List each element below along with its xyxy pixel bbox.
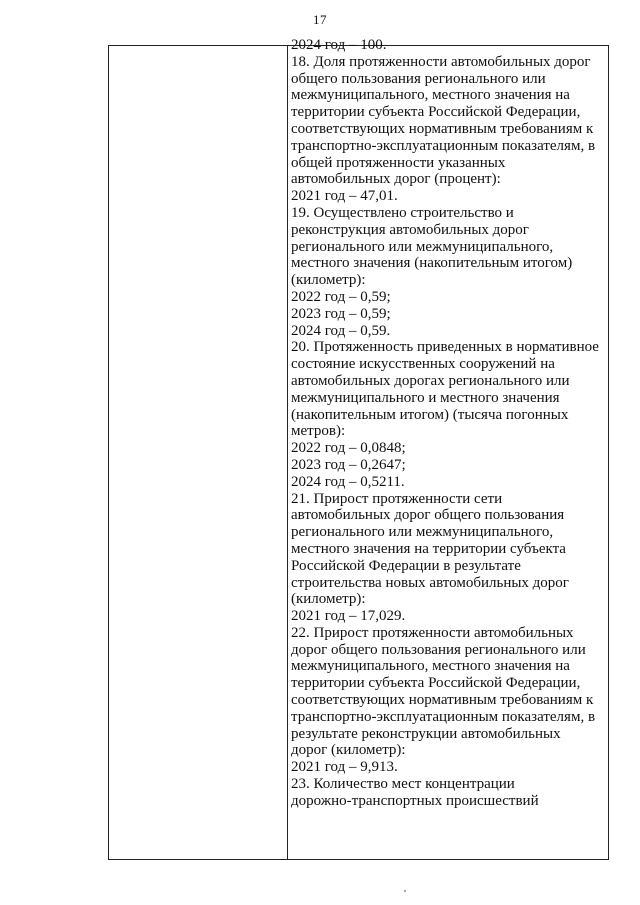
text-line: местного значения (накопительным итогом) <box>291 255 573 272</box>
text-line: транспортно-эксплуатационным показателям, в <box>291 708 596 725</box>
text-line: 2024 год – 100. <box>291 37 387 53</box>
text-line: 2024 год – 0,5211. <box>291 473 405 490</box>
text-line: дорог (километр): <box>291 742 406 759</box>
text-line: территории субъекта Российской Федерации, <box>291 104 581 121</box>
text-line: общей протяженности указанных <box>291 154 506 171</box>
table-cell-right <box>291 37 611 810</box>
text-line: 20. Протяженность приведенных в нормативное <box>291 339 599 356</box>
text-line: местного значения на территории субъекта <box>291 540 566 557</box>
text-line: дорог общего пользования регионального или <box>291 641 586 658</box>
text-line: территории субъекта Российской Федерации, <box>291 675 581 692</box>
text-line: автомобильных дорог общего пользования <box>291 507 565 524</box>
text-line: автомобильных дорог (процент): <box>291 171 501 188</box>
text-line: общего пользования регионального или <box>291 70 546 87</box>
text-line: 2023 год – 0,2647; <box>291 456 406 473</box>
page-number: 17 <box>313 12 327 27</box>
text-line: автомобильных дорогах регионального или <box>291 372 570 389</box>
text-line: (накопительным итогом) (тысяча погонных <box>291 406 569 423</box>
text-line: межмуниципального, местного значения на <box>291 87 570 104</box>
text-line: межмуниципального, местного значения на <box>291 658 570 675</box>
text-line: 2023 год – 0,59; <box>291 305 391 322</box>
text-line: 2022 год – 0,0848; <box>291 440 406 457</box>
text-line: 23. Количество мест концентрации <box>291 776 515 793</box>
text-line: регионального или межмуниципального, <box>291 524 554 541</box>
text-line: состояние искусственных сооружений на <box>291 356 555 373</box>
text-line: метров): <box>291 423 346 440</box>
text-line: 18. Доля протяженности автомобильных дорог <box>291 53 591 70</box>
text-line: 2024 год – 0,59. <box>291 322 391 339</box>
text-line: (километр): <box>291 591 366 608</box>
column-divider <box>287 46 288 859</box>
scan-dot <box>404 890 406 892</box>
document-table <box>108 37 609 860</box>
text-line: 2022 год – 0,59; <box>291 288 391 305</box>
text-line: 19. Осуществлено строительство и <box>291 204 514 221</box>
text-line: 21. Прирост протяженности сети <box>291 490 503 507</box>
text-line: 2021 год – 47,01. <box>291 188 398 205</box>
text-line: 2021 год – 9,913. <box>291 759 398 776</box>
text-line: (километр): <box>291 272 366 289</box>
text-line: соответствующих нормативным требованиям к <box>291 692 594 709</box>
text-line: 22. Прирост протяженности автомобильных <box>291 624 574 641</box>
text-line: 2021 год – 17,029. <box>291 608 406 625</box>
text-line: дорожно-транспортных происшествий <box>291 792 539 809</box>
text-line: строительства новых автомобильных дорог <box>291 574 569 591</box>
text-line: межмуниципального и местного значения <box>291 389 560 406</box>
text-line: соответствующих нормативным требованиям к <box>291 120 594 137</box>
text-line: транспортно-эксплуатационным показателям, в <box>291 137 596 154</box>
text-line: результате реконструкции автомобильных <box>291 725 561 742</box>
text-line: реконструкция автомобильных дорог <box>291 221 529 238</box>
text-line: Российской Федерации в результате <box>291 557 521 574</box>
text-line: регионального или межмуниципального, <box>291 238 554 255</box>
